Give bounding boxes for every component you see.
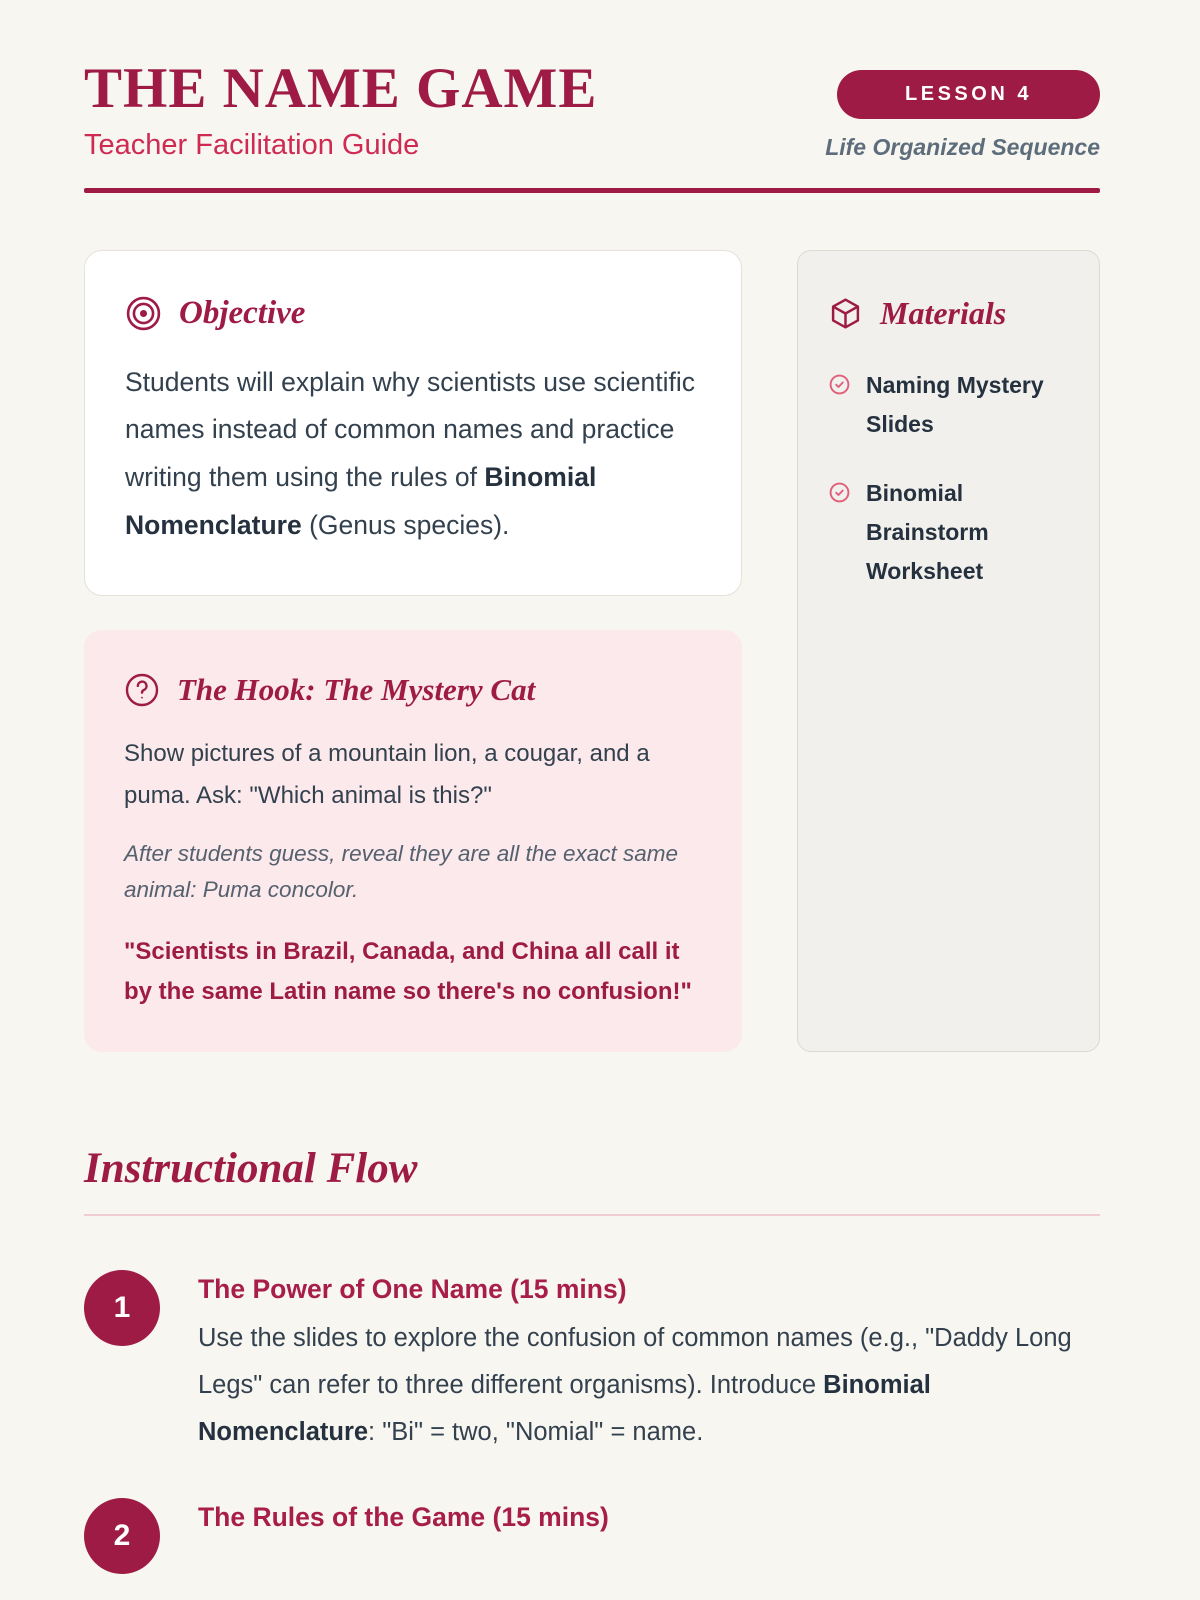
materials-heading: Materials bbox=[880, 294, 1007, 331]
step-1-text-bold: Binomial Nomenclature bbox=[198, 1370, 931, 1446]
hook-quote-text: "Scientists in Brazil, Canada, and China all call it by the same Latin name so there's no confusion!" bbox=[124, 937, 692, 1005]
step-2 bbox=[84, 1498, 1100, 1574]
step-1-text-pre: Use the slides to explore the confusion of common names (e.g., "Daddy Long Legs" can refer to three different organisms). Introduce bbox=[198, 1323, 1072, 1399]
lesson-badge: LESSON 4 bbox=[837, 70, 1100, 119]
header bbox=[84, 58, 1100, 162]
materials-card bbox=[797, 250, 1100, 1052]
objective-text-pre: Students will explain why scientists use scientific names instead of common names and practice writing them using the rules of bbox=[125, 366, 695, 493]
materials-item bbox=[828, 474, 1073, 591]
page-subtitle: Teacher Facilitation Guide bbox=[84, 128, 420, 161]
objective-bold-term: Binomial Nomenclature bbox=[125, 462, 597, 540]
series-label: Life Organized Sequence bbox=[825, 134, 1100, 160]
objective-heading: Objective bbox=[179, 294, 306, 331]
step-1 bbox=[84, 1270, 1100, 1457]
instructional-flow-steps bbox=[84, 1270, 1100, 1575]
content-grid bbox=[84, 250, 1100, 1052]
header-meta-block bbox=[825, 58, 1100, 161]
materials-list bbox=[828, 366, 1073, 591]
step-1-text-post: : "Bi" = two, "Nomial" = name. bbox=[368, 1417, 704, 1446]
question-circle-icon bbox=[124, 672, 160, 708]
step-2-title: The Rules of the Game (15 mins) bbox=[198, 1502, 609, 1533]
step-1-title: The Power of One Name (15 mins) bbox=[198, 1273, 627, 1304]
left-column bbox=[84, 250, 742, 1052]
step-1-number-badge: 1 bbox=[84, 1270, 160, 1346]
materials-item-label: Naming Mystery Slides bbox=[866, 371, 1044, 437]
check-circle-icon bbox=[828, 481, 851, 591]
hook-reveal-text: After students guess, reveal they are all the exact same animal: Puma concolor. bbox=[124, 840, 679, 902]
objective-text-post: (Genus species). bbox=[301, 509, 510, 540]
header-divider bbox=[84, 188, 1100, 193]
hook-heading: The Hook: The Mystery Cat bbox=[177, 672, 536, 708]
hook-card-header bbox=[124, 672, 698, 708]
hook-intro-text: Show pictures of a mountain lion, a cougar, and a puma. Ask: "Which animal is this?" bbox=[124, 740, 650, 809]
materials-item bbox=[828, 366, 1073, 444]
objective-card bbox=[84, 250, 742, 597]
step-1-text bbox=[198, 1315, 1100, 1457]
step-2-number-badge: 2 bbox=[84, 1498, 160, 1574]
instructional-flow-heading: Instructional Flow bbox=[84, 1144, 418, 1192]
materials-item-label: Binomial Brainstorm Worksheet bbox=[866, 479, 989, 585]
cube-icon bbox=[828, 296, 863, 331]
target-icon bbox=[125, 295, 162, 332]
page-title: THE NAME GAME bbox=[84, 57, 598, 120]
materials-card-header bbox=[828, 295, 1073, 332]
check-circle-icon bbox=[828, 373, 851, 444]
step-1-content bbox=[198, 1270, 1100, 1457]
header-title-block bbox=[84, 58, 597, 162]
step-2-content bbox=[198, 1498, 609, 1574]
objective-card-header bbox=[125, 295, 697, 332]
hook-card bbox=[84, 630, 742, 1051]
objective-body bbox=[125, 359, 697, 550]
flow-divider bbox=[84, 1214, 1100, 1216]
